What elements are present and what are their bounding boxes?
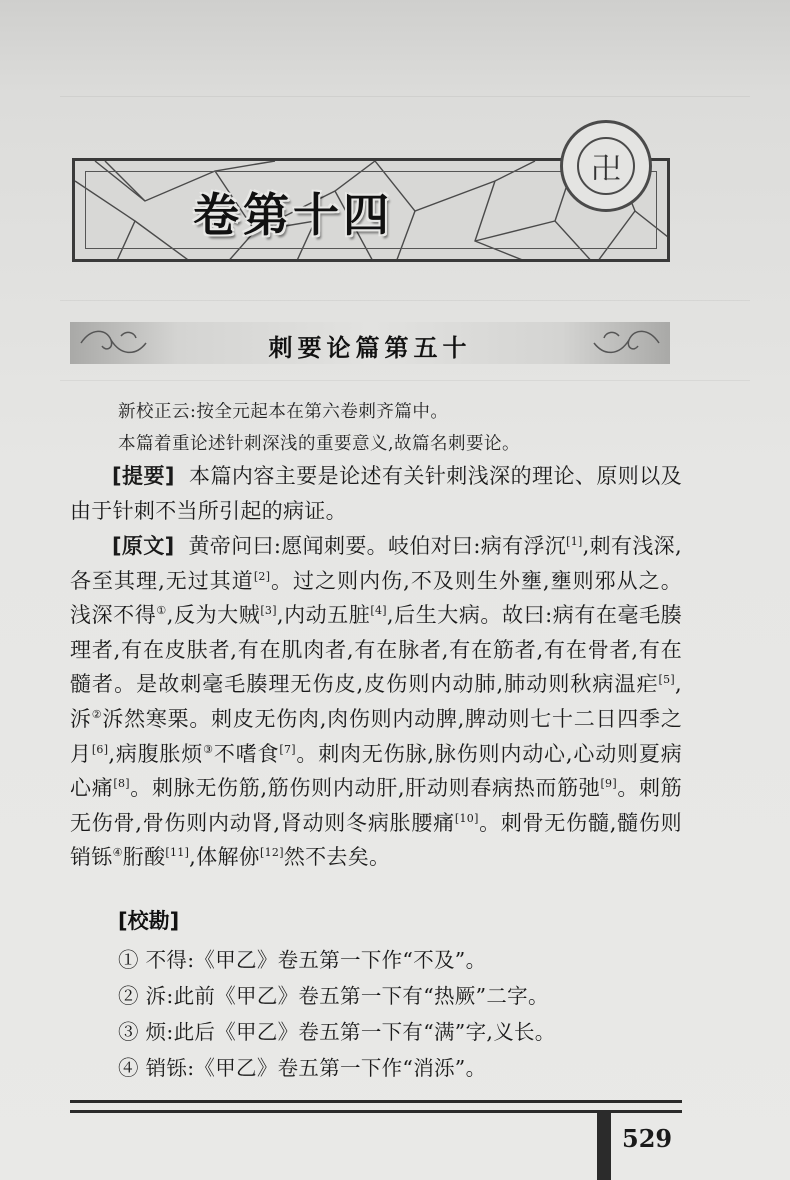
yuanwen-label: [原文] [112,534,175,558]
yuanwen-text: 。刺肉无伤脉,脉伤则内动心,心动则夏病心痛 [70,741,682,801]
tiyao-text: 本篇内容主要是论述有关针刺浅深的理论、原则以及由于针刺不当所引起的病证。 [70,464,682,523]
medallion-ornament [560,120,652,212]
footnote-ref: [12] [260,846,284,860]
yuanwen-text: ,后生大病。故曰:病有在毫毛腠理者,有在皮肤者,有在肌肉者,有在脉者,有在筋者,有在骨者,有在髓者。是故刺毫毛腠理无伤皮,皮伤则内动肺,肺动则秋病温疟 [70,603,682,697]
yuanwen-paragraph [70,529,682,875]
yuanwen-text: ,内动五脏 [276,603,371,628]
footnote-ref: [9] [600,777,617,791]
shou-symbol-icon: 卍 [577,137,635,195]
yuanwen-text: 。刺骨无伤髓,髓伤则销铄 [70,810,682,870]
footnote-ref: [4] [370,604,387,618]
footnote-ref: [10] [454,811,479,825]
chapter-title: 卷第十四 [193,188,393,242]
yuanwen-text: 不嗜食 [213,741,280,766]
footnote-ref: [11] [165,846,190,860]
footer-rule [70,1100,682,1103]
tiyao-label: [提要] [112,464,175,488]
jiaokan-item-2: ② 泝:此前《甲乙》卷五第一下有“热厥”二字。 [118,984,549,1008]
tiyao-paragraph [70,459,682,528]
yuanwen-text: 。刺筋无伤骨,骨伤则内动肾,肾动则冬病胀腰痛 [70,776,683,835]
jiaokan-item-3: ③ 烦:此后《甲乙》卷五第一下有“满”字,义长。 [118,1020,556,1044]
footnote-ref: [7] [279,742,296,756]
section-title: 刺要论篇第五十 [268,334,472,362]
footnote-ref: [6] [91,742,109,756]
yuanwen-text: ,反为大贼 [166,603,261,628]
section-header [70,322,670,364]
yuanwen-text: 。刺脉无伤筋,筋伤则内动肝,肝动则春病热而筋弛 [129,776,601,801]
jiaokan-label: [校勘] [118,909,180,933]
footnote-ref: [5] [658,673,676,687]
yuanwen-text: ,刺有浅深,各至其理,无过其道 [70,534,682,593]
yuanwen-text: ,病腹胀烦 [108,741,204,766]
footnote-ref: [8] [113,777,130,791]
collation-ref: ① [156,604,167,618]
jiaokan-item-1: ① 不得:《甲乙》卷五第一下作“不及”。 [118,948,487,972]
footer-tab [597,1112,611,1180]
yuanwen-text: 泝然寒栗。刺皮无伤肉,肉伤则内动脾,脾动则七十二日四季之月 [70,706,682,766]
yuanwen-text: 。过之则内伤,不及则生外壅,壅则邪从之。浅深不得 [70,568,682,628]
note-line-1: 新校正云:按全元起本在第六卷刺齐篇中。 [118,402,449,422]
yuanwen-text: 然不去矣。 [283,845,391,870]
footnote-ref: [3] [260,604,277,618]
page-number: 529 [622,1124,673,1153]
collation-ref: ② [91,707,103,721]
footnote-ref: [2] [253,569,271,583]
note-line-2: 本篇着重论述针刺深浅的重要意义,故篇名刺要论。 [118,434,521,454]
yuanwen-text: 黄帝问曰:愿闻刺要。岐伯对曰:病有浮沉 [188,534,567,558]
yuanwen-text: 胻酸 [122,845,166,870]
yuanwen-text: ,体解㑊 [189,845,261,870]
collation-ref: ③ [203,742,214,756]
footnote-ref: [1] [566,535,583,548]
collation-ref: ④ [112,846,123,860]
jiaokan-item-4: ④ 销铄:《甲乙》卷五第一下作“消泺”。 [118,1056,487,1080]
yuanwen-text: ,泝 [70,672,682,731]
footer-rule [70,1110,682,1113]
